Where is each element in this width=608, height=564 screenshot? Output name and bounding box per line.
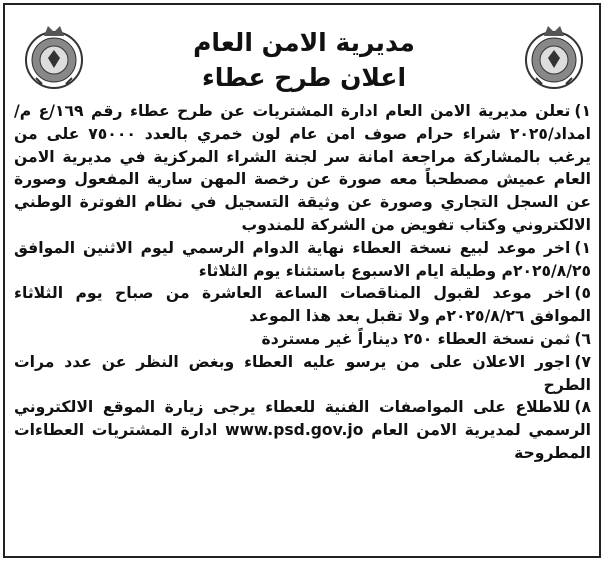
list-item [14, 328, 591, 351]
list-item [14, 237, 591, 283]
item-number: ١) [574, 102, 592, 120]
item-number: ٦) [574, 329, 591, 348]
list-item [14, 396, 591, 464]
list-item [14, 351, 591, 397]
item-text: للاطلاع على المواصفات الفنية للعطاء يرجى زيارة الموقع الالكتروني الرسمي لمديرية الامن العام www.psd.gov.jo ادارة المشتريات العطاءات المطروحة [14, 398, 591, 462]
item-text: اخر موعد لبيع نسخة العطاء نهاية الدوام الرسمي ليوم الاثنين الموافق ٢٠٢٥/٨/٢٥م وطيلة ايام الاسبوع باستثناء يوم الثلاثاء [14, 238, 591, 280]
announcement-body [14, 100, 591, 465]
list-item [14, 100, 591, 237]
page-subtitle: اعلان طرح عطاء [201, 63, 407, 92]
list-item [14, 282, 591, 328]
item-text: اخر موعد لقبول المناقصات الساعة العاشرة من صباح يوم الثلاثاء الموافق ٢٠٢٥/٨/٢٦م ولا تقبل بعد هذا الموعد [14, 284, 591, 326]
item-number: ١) [574, 238, 591, 257]
item-text: اجور الاعلان على من يرسو عليه العطاء وبغض النظر عن عدد مرات الطرح [14, 352, 591, 394]
page-title: مديرية الامن العام [193, 28, 415, 57]
item-text: ثمن نسخة العطاء ٢٥٠ ديناراً غير مستردة [261, 329, 571, 348]
item-number: ٥) [574, 284, 591, 303]
item-text: تعلن مديرية الامن العام ادارة المشتريات عن طرح عطاء رقم ١٦٩/ع م/امداد/٢٠٢٥ شراء حرام صوف امن عام لون خمري بالعدد ٧٥٠٠٠ على من يرغب بالمشاركة مراجعة امانة سر لجنة الشراء المركزية في مديرية الامن العام عميش مصطحباً معه صورة عن رخصة المهن سارية المفعول وصورة عن السجل التجاري وصورة عن وثيقة التسجيل في نظام الفوترة الوطني الالكتروني وكتاب تفويض من الشركة للمندوب [14, 102, 591, 234]
item-number: ٨) [574, 398, 591, 417]
item-number: ٧) [574, 352, 591, 371]
